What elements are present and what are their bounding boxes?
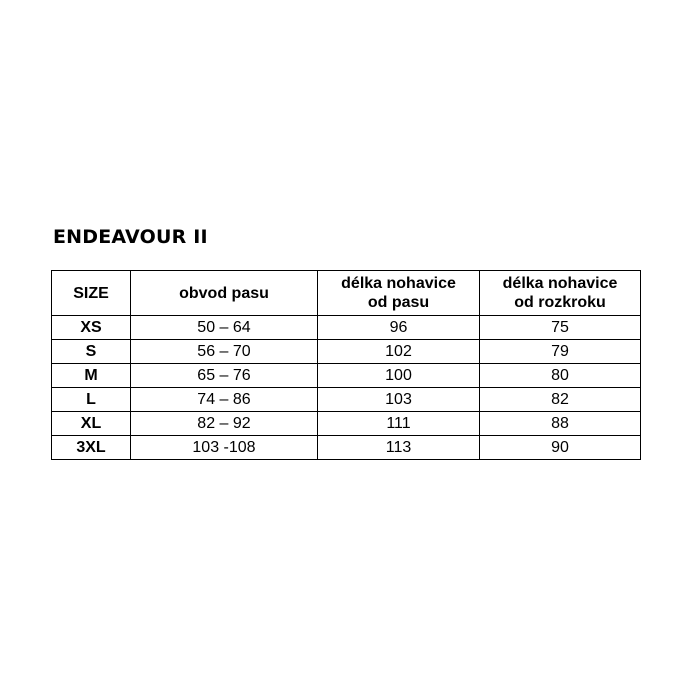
header-size [52, 271, 131, 316]
product-title: ENDEAVOUR II [53, 226, 208, 248]
table-row [52, 316, 641, 340]
cell-length-waist: 113 [318, 436, 480, 460]
cell-waist: 56 – 70 [131, 340, 318, 364]
cell-size: L [52, 388, 131, 412]
cell-length-crotch: 79 [480, 340, 641, 364]
cell-size: 3XL [52, 436, 131, 460]
cell-size: XL [52, 412, 131, 436]
table-row [52, 412, 641, 436]
header-length-crotch [480, 271, 641, 316]
header-size-label: SIZE [73, 284, 109, 302]
cell-length-crotch: 82 [480, 388, 641, 412]
cell-length-crotch: 90 [480, 436, 641, 460]
header-waist [131, 271, 318, 316]
cell-size: M [52, 364, 131, 388]
header-length-waist [318, 271, 480, 316]
cell-length-crotch: 75 [480, 316, 641, 340]
header-length-crotch-line1: délka nohavice [502, 275, 618, 292]
header-length-waist-line2: od pasu [367, 294, 430, 311]
cell-waist: 50 – 64 [131, 316, 318, 340]
cell-length-waist: 100 [318, 364, 480, 388]
cell-waist: 74 – 86 [131, 388, 318, 412]
header-length-crotch-line2: od rozkroku [514, 294, 606, 311]
size-table [51, 270, 641, 460]
header-length-waist-line1: délka nohavice [341, 275, 456, 292]
cell-length-waist: 111 [318, 412, 480, 436]
cell-length-crotch: 88 [480, 412, 641, 436]
cell-waist: 82 – 92 [131, 412, 318, 436]
cell-length-crotch: 80 [480, 364, 641, 388]
table-row [52, 364, 641, 388]
cell-waist: 103 -108 [131, 436, 318, 460]
cell-length-waist: 96 [318, 316, 480, 340]
cell-size: XS [52, 316, 131, 340]
table-header-row [52, 271, 641, 316]
table-row [52, 340, 641, 364]
table-row [52, 388, 641, 412]
table-row [52, 436, 641, 460]
header-waist-label: obvod pasu [179, 284, 269, 302]
cell-length-waist: 102 [318, 340, 480, 364]
cell-length-waist: 103 [318, 388, 480, 412]
cell-waist: 65 – 76 [131, 364, 318, 388]
cell-size: S [52, 340, 131, 364]
